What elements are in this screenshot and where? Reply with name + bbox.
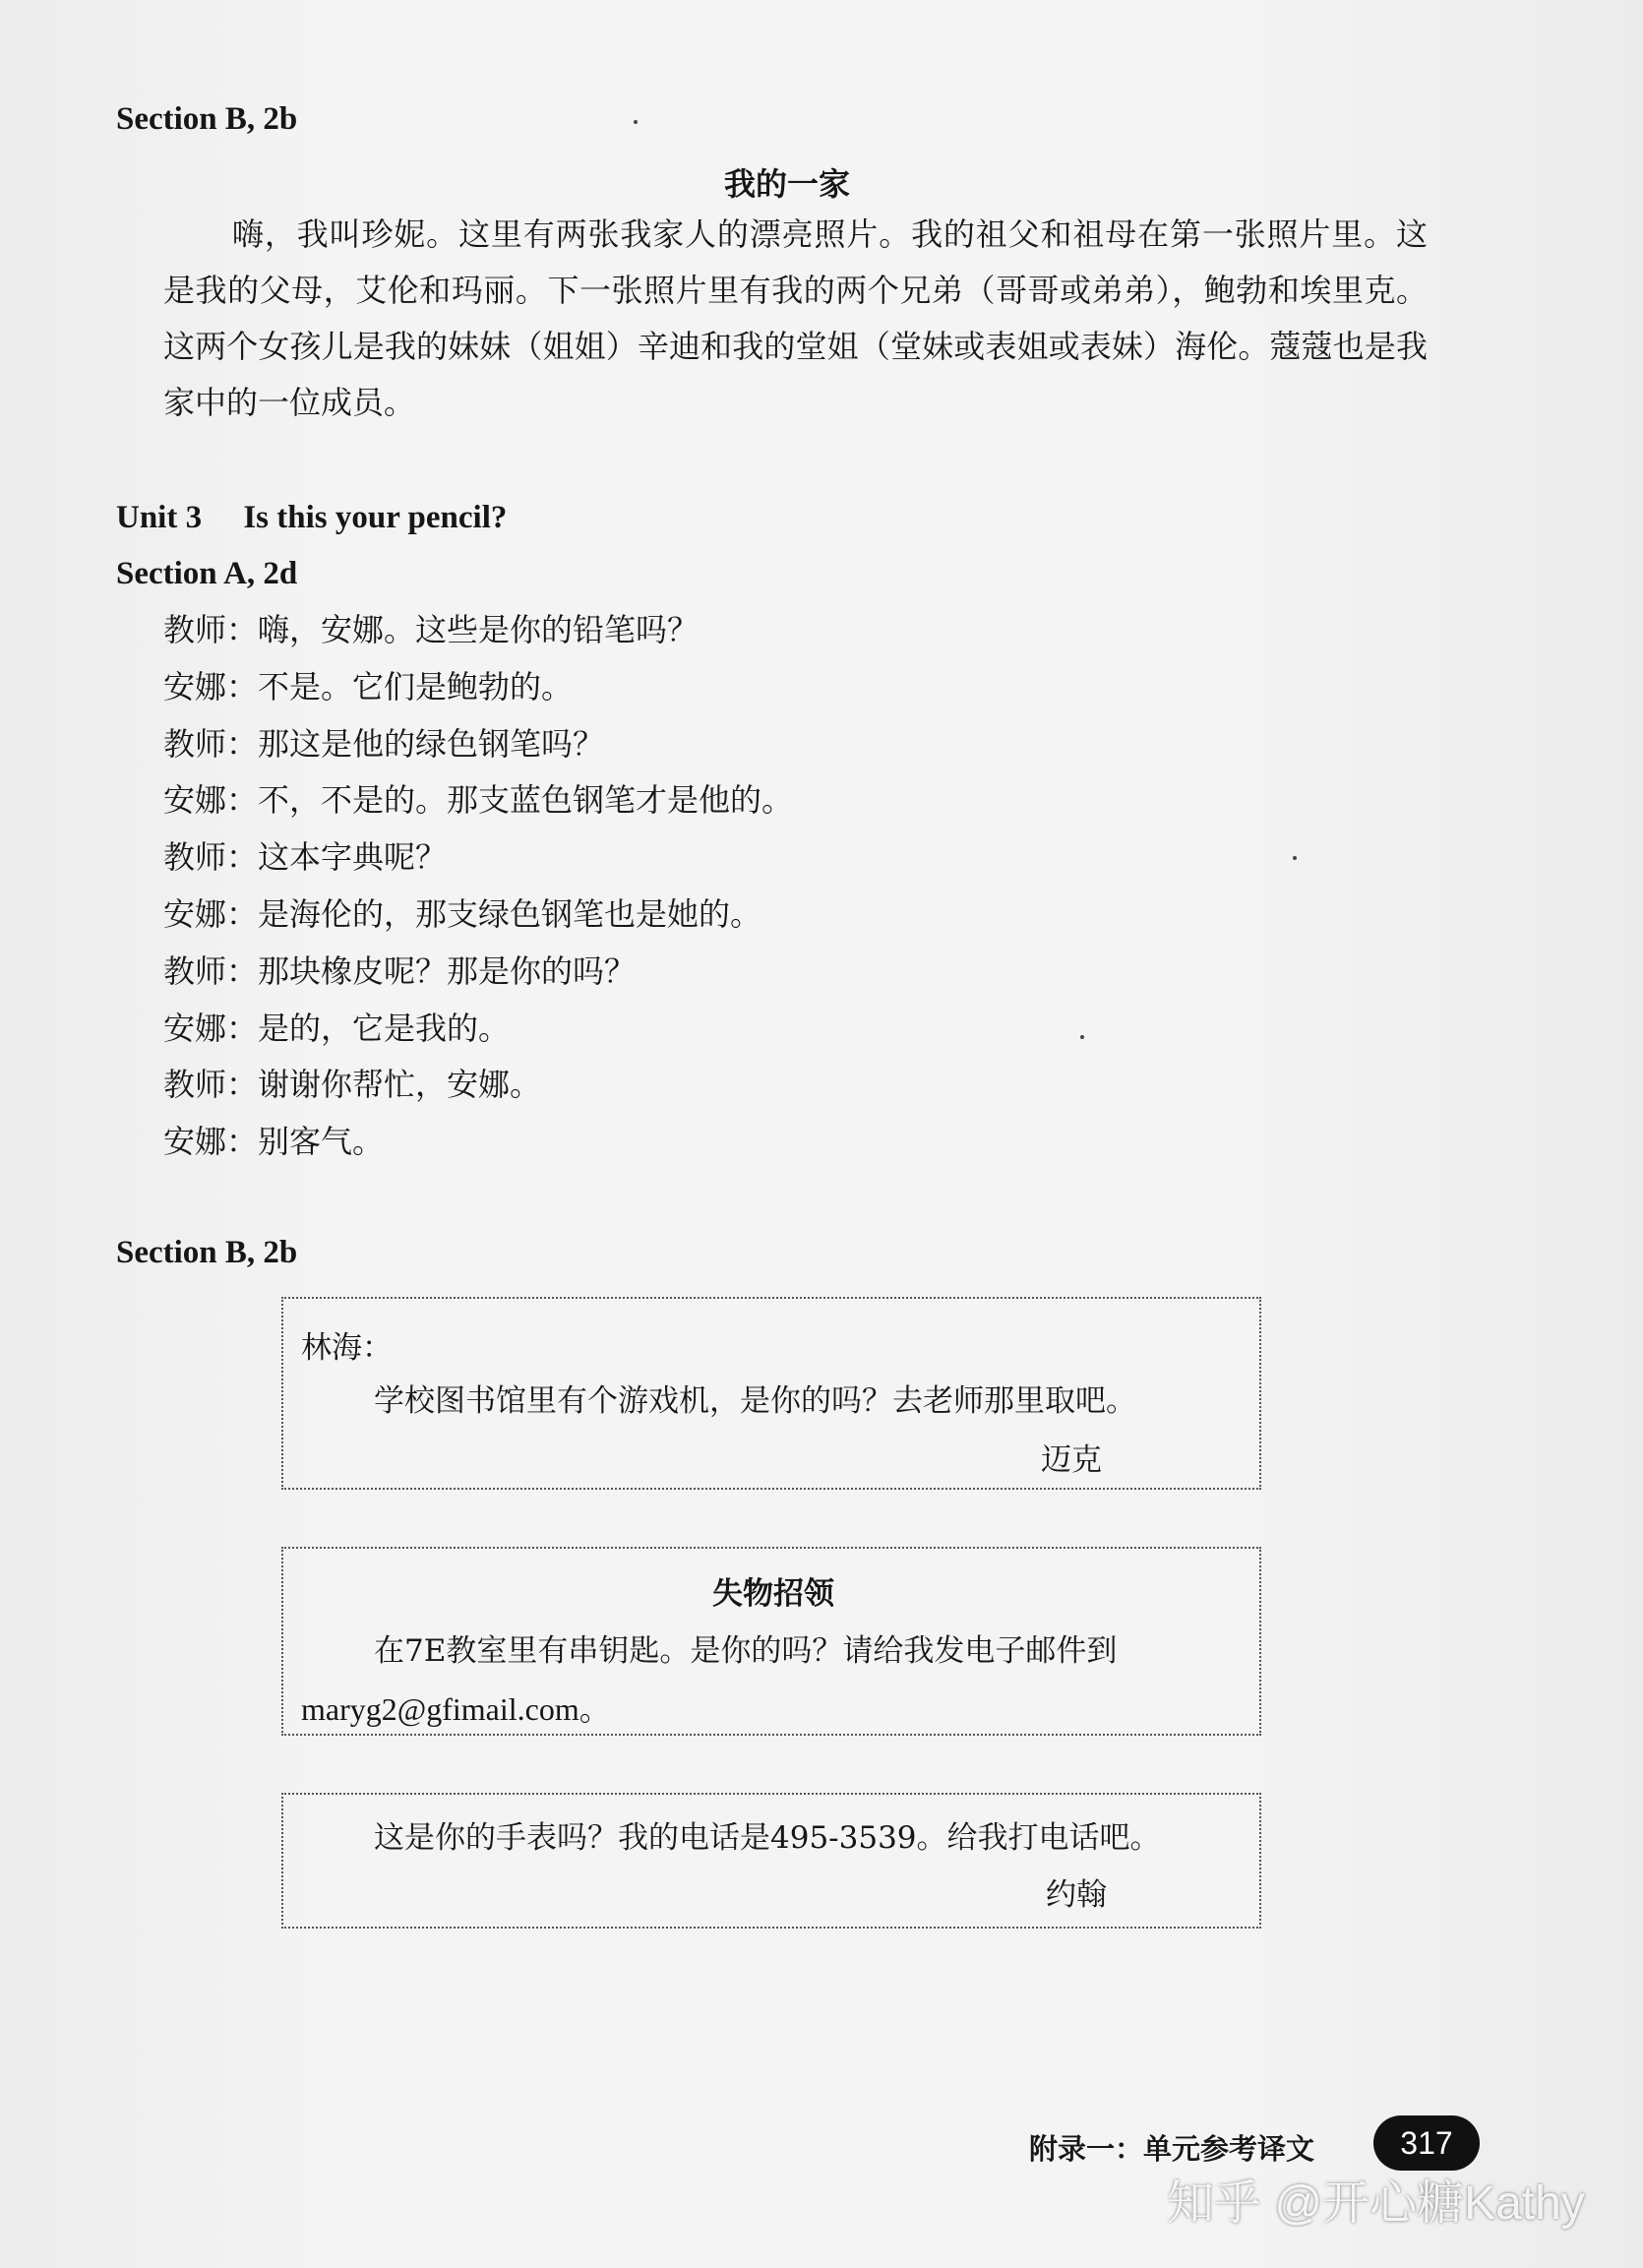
page-number-badge: 317 [1373, 2115, 1480, 2171]
note-signature: 约翰 [1046, 1877, 1107, 1913]
unit-heading [116, 500, 507, 536]
note-email: maryg2@gfimail.com。 [301, 1691, 611, 1727]
watermark: 知乎 @开心糖Kathy [1167, 2177, 1585, 2230]
dialogue-line: 安娜：别客气。 [163, 1123, 385, 1161]
unit-number: Unit 3 [116, 500, 203, 535]
footer-label: 附录一：单元参考译文 [1029, 2132, 1315, 2166]
note-signature: 迈克 [1041, 1442, 1102, 1478]
note-title: 失物招领 [712, 1576, 834, 1612]
scan-speck [634, 120, 638, 124]
dialogue-line: 安娜：是海伦的，那支绿色钢笔也是她的。 [163, 894, 762, 933]
dialogue-line: 教师：谢谢你帮忙，安娜。 [163, 1066, 542, 1104]
story-title: 我的一家 [723, 165, 850, 203]
note-box-game-machine [281, 1297, 1261, 1490]
scan-speck [1080, 1035, 1084, 1039]
section-b-heading-top: Section B, 2b [116, 101, 298, 137]
section-b-heading-bottom: Section B, 2b [116, 1235, 298, 1270]
dialogue-line: 教师：这本字典呢？ [163, 838, 448, 877]
dialogue-line: 安娜：是的，它是我的。 [163, 1009, 511, 1047]
note-box-lost-and-found [281, 1547, 1261, 1736]
note-box-watch [281, 1793, 1261, 1929]
dialogue-line: 教师：那这是他的绿色钢笔吗？ [163, 724, 605, 763]
section-a-heading: Section A, 2d [116, 556, 298, 591]
story-paragraph: 嗨，我叫珍妮。这里有两张我家人的漂亮照片。我的祖父和祖母在第一张照片里。这是我的父母，艾伦和玛丽。下一张照片里有我的两个兄弟（哥哥或弟弟），鲍勃和埃里克。这两个女孩儿是我的妹妹（姐姐）辛迪和我的堂姐（堂妹或表姐或表妹）海伦。蔻蔻也是我家中的一位成员。 [163, 215, 1428, 421]
dialogue-line: 安娜：不，不是的。那支蓝色钢笔才是他的。 [163, 781, 794, 820]
dialogue-line: 教师：那块橡皮呢？那是你的吗？ [163, 951, 637, 990]
dialogue-line: 安娜：不是。它们是鲍勃的。 [163, 667, 574, 705]
unit-title: Is this your pencil? [243, 500, 508, 535]
note-body: 这是你的手表吗？我的电话是495-3539。给我打电话吧。 [374, 1820, 1161, 1856]
note-greeting: 林海： [301, 1330, 393, 1366]
dialogue-list [163, 602, 793, 1171]
note-body: 在7E教室里有串钥匙。是你的吗？请给我发电子邮件到 [374, 1633, 1118, 1669]
dialogue-line: 教师：嗨，安娜。这些是你的铅笔吗？ [163, 611, 700, 648]
scan-speck [1293, 856, 1297, 860]
note-body: 学校图书馆里有个游戏机，是你的吗？去老师那里取吧。 [374, 1383, 1136, 1419]
